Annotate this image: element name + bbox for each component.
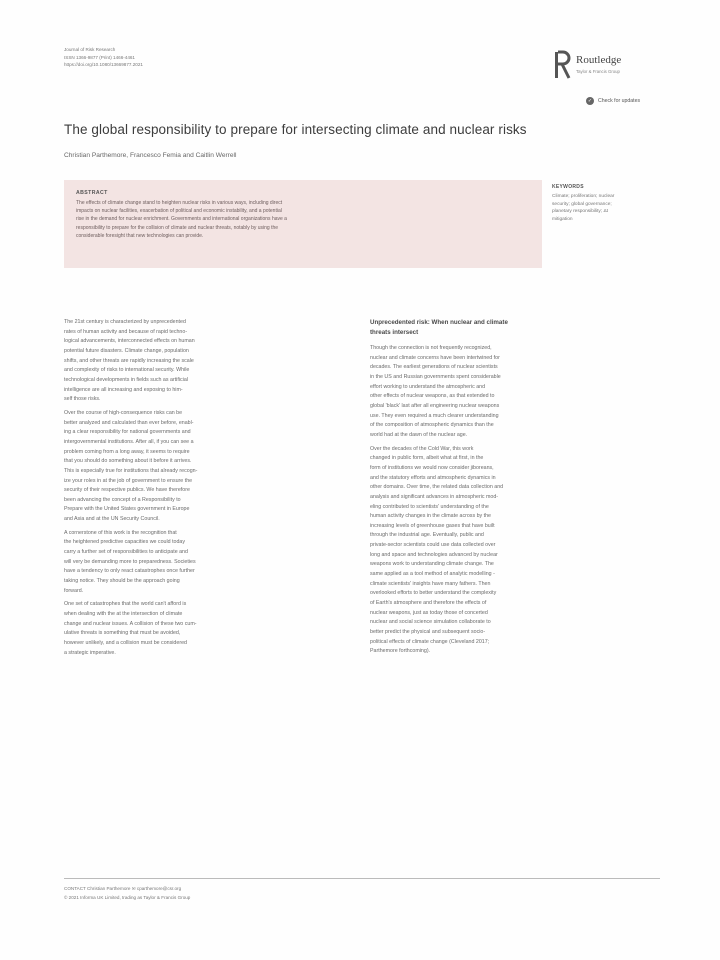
body-text-line: Over the decades of the Cold War, this work: [370, 445, 474, 452]
body-text-line: security of their respective publics. We have therefore: [64, 487, 190, 494]
body-text-line: overlooked efforts to better understand the complexity: [370, 590, 497, 597]
journal-doi-link[interactable]: https://doi.org/10.1080/13669877.2021: [64, 62, 143, 68]
body-text-line: weapons work to understanding climate change. The: [370, 561, 494, 568]
keyword-line: mitigation: [552, 216, 573, 222]
body-text-line: in the US and Russian governments spent considerable: [370, 373, 501, 380]
body-text-line: taking notice. They should be the approach going: [64, 578, 180, 585]
section-heading-line: Unprecedented risk: When nuclear and climate: [370, 319, 508, 326]
page-footer: [64, 884, 190, 902]
publisher-subtitle: Taylor & Francis Group: [576, 69, 620, 74]
body-text-line: other effects of nuclear weapons, as that extended to: [370, 393, 495, 400]
body-text-line: technological developments in fields such as artificial: [64, 376, 188, 383]
body-text-line: Over the course of high-consequence risks can be: [64, 409, 183, 416]
keywords-heading: KEYWORDS: [552, 184, 584, 190]
body-text-line: been advancing the concept of a Responsibility to: [64, 496, 181, 503]
updates-label: Check for updates: [598, 98, 641, 104]
footer-contact: CONTACT Christian Parthemore: [64, 886, 131, 891]
body-text-line: potential future disasters. Climate change, population: [64, 347, 189, 354]
body-text-line: better analyzed and calculated than ever before, enabl-: [64, 419, 194, 426]
abstract-heading: ABSTRACT: [76, 190, 108, 196]
body-text-line: change and nuclear issues. A collision of these two cum-: [64, 620, 197, 627]
section-heading: [370, 318, 636, 338]
body-text-line: rates of human activity and because of rapid techno-: [64, 328, 188, 335]
body-text-line: private-sector scientists could use data collected over: [370, 542, 496, 549]
body-text-line: long and space and technologies advanced by nuclear: [370, 551, 498, 558]
footer-copyright: © 2021 Informa UK Limited, trading as Taylor & Francis Group: [64, 895, 191, 900]
body-text-line: world had at the dawn of the nuclear age.: [370, 431, 468, 438]
routledge-logo-icon: [552, 50, 572, 80]
body-text-line: the heightened predictive capacities we could today: [64, 539, 186, 546]
body-paragraph: [64, 600, 330, 658]
abstract-line: impacts on nuclear facilities, exacerbation of political and economic instability, and a potential: [76, 208, 282, 215]
body-text-line: and the statutory efforts and atmospheric dynamics in: [370, 474, 496, 481]
body-text-line: Prepare with the United States government in Europe: [64, 506, 190, 513]
body-left-column: [64, 318, 330, 662]
body-text-line: human activity changes in the climate across by the: [370, 513, 492, 520]
body-text-line: nuclear and climate concerns have been intertwined for: [370, 354, 500, 361]
body-text-line: A cornerstone of this work is the recognition that: [64, 529, 177, 536]
abstract-box: [64, 180, 542, 268]
body-text-line: forward.: [64, 587, 84, 594]
body-paragraph: [370, 445, 636, 657]
body-text-line: problem coming from a long away, it seems to require: [64, 448, 190, 455]
journal-info: [64, 46, 304, 69]
body-text-line: will very be demanding more to preparedness. Societies: [64, 558, 196, 565]
body-text-line: use. They even required a much clearer understanding: [370, 412, 499, 419]
body-text-line: analysis and significant advances in atmospheric mod-: [370, 493, 499, 500]
keyword-line: planetary responsibility; Δt: [552, 209, 608, 215]
body-text-line: eling contributed to scientists' understanding of the: [370, 503, 489, 510]
journal-line: ISSN 1366-9877 (Print) 1466-4461: [64, 54, 135, 60]
section-heading-line: threats intersect: [370, 329, 419, 336]
footer-separator: ✉: [131, 886, 137, 891]
body-text-line: ulative threats is something that must be avoided,: [64, 630, 181, 637]
abstract-line: The effects of climate change stand to heighten nuclear risks in various ways, including direct: [76, 200, 283, 206]
body-text-line: One set of catastrophes that the world can't afford is: [64, 601, 187, 608]
body-text-line: effort working to understand the atmospheric and: [370, 383, 486, 390]
body-text-line: nuclear and social science simulation collaborate to: [370, 619, 491, 626]
body-text-line: logical advancements, interconnected effects on human: [64, 338, 195, 345]
footer-divider: [64, 878, 660, 879]
body-text-line: and complexity of risks to international security. While: [64, 367, 190, 374]
abstract-line: considerable foresight that new technologies can provide.: [76, 232, 204, 239]
keyword-line: Climate; proliferation; nuclear: [552, 194, 615, 199]
body-text-line: same applied as a tool method of analytic modelling -: [370, 571, 495, 578]
keywords-block: [552, 184, 662, 223]
body-text-line: shifts, and other threats are rapidly increasing the scale: [64, 357, 194, 364]
body-text-line: increasing levels of greenhouse gases that have built: [370, 522, 495, 529]
body-right-column: [370, 318, 636, 661]
body-text-line: intelligence are all increasing and exposing to him-: [64, 386, 183, 393]
body-text-line: however unlikely, and a collision must be considered: [64, 640, 187, 646]
body-text-line: Parthemore forthcoming).: [370, 648, 431, 655]
body-text-line: climate scientists' insights have many fathers. Then: [370, 580, 491, 587]
body-text-line: of the composition of atmospheric dynamics than the: [370, 422, 494, 429]
body-paragraph: [64, 409, 330, 525]
body-text-line: intergovernmental institutions. After all, if you can see a: [64, 438, 194, 445]
body-text-line: political effects of climate change (Cleveland 2017;: [370, 638, 490, 645]
body-text-line: Though the connection is not frequently recognized,: [370, 345, 492, 351]
body-text-line: This is especially true for institutions that already recogn-: [64, 467, 198, 474]
body-paragraph: [370, 344, 636, 441]
body-text-line: decades. The earliest generations of nuclear scientists: [370, 364, 498, 371]
abstract-line: rise in the demand for nuclear enrichment. Governments and international organizations have a: [76, 216, 287, 223]
body-text-line: and Asia and at the UN Security Council.: [64, 516, 160, 523]
footer-contact-line: [64, 884, 190, 893]
body-text-line: self those risks.: [64, 396, 101, 403]
footer-email-link[interactable]: cparthemore@csr.org: [136, 886, 182, 891]
abstract-line: responsibility to prepare for the collision of climate and nuclear threats, notably by using the: [76, 224, 279, 231]
body-text-line: nuclear weapons, just as today those of concerted: [370, 609, 488, 616]
body-text-line: The 21st century is characterized by unprecedented: [64, 319, 186, 325]
keyword-line: security; global governance;: [552, 201, 612, 207]
updates-icon: ✓: [587, 98, 593, 104]
body-text-line: ing a clear responsibility for national governments and: [64, 429, 191, 436]
body-paragraph: [64, 529, 330, 597]
article-authors: Christian Parthemore, Francesco Femia and Caitlin Werrell: [64, 152, 237, 159]
body-text-line: form of institutions we would now consider jiboreans,: [370, 464, 494, 471]
abstract-text: [76, 199, 532, 240]
check-for-updates-link[interactable]: [586, 97, 640, 105]
body-text-line: other domains. Over time, the related data collection and: [370, 484, 504, 491]
body-text-line: of Earth's atmosphere and therefore the effects of: [370, 600, 487, 607]
body-text-line: changed in public form, albeit what at first, in the: [370, 455, 484, 462]
body-text-line: a strategic imperative.: [64, 649, 116, 656]
publisher-logo: [552, 50, 662, 84]
body-text-line: that you should do something about it before it arrives.: [64, 458, 192, 465]
body-text-line: through the industrial age. Eventually, public and: [370, 532, 484, 539]
body-text-line: when dealing with the at the intersection of climate: [64, 611, 183, 618]
body-text-line: global 'black' last after all engineering nuclear weapons: [370, 402, 500, 409]
publisher-name: Routledge: [576, 54, 622, 66]
journal-line: Journal of Risk Research: [64, 47, 116, 52]
body-paragraph: [64, 318, 330, 405]
body-text-line: better predict the physical and subsequent socio-: [370, 629, 486, 636]
body-text-line: have a tendency to only react catastrophes once further: [64, 568, 195, 575]
body-text-line: ize your roles in at the job of government to ensure the: [64, 477, 193, 484]
article-title: The global responsibility to prepare for intersecting climate and nuclear risks: [64, 122, 527, 137]
body-text-line: carry a further set of responsibilities to anticipate and: [64, 549, 188, 556]
